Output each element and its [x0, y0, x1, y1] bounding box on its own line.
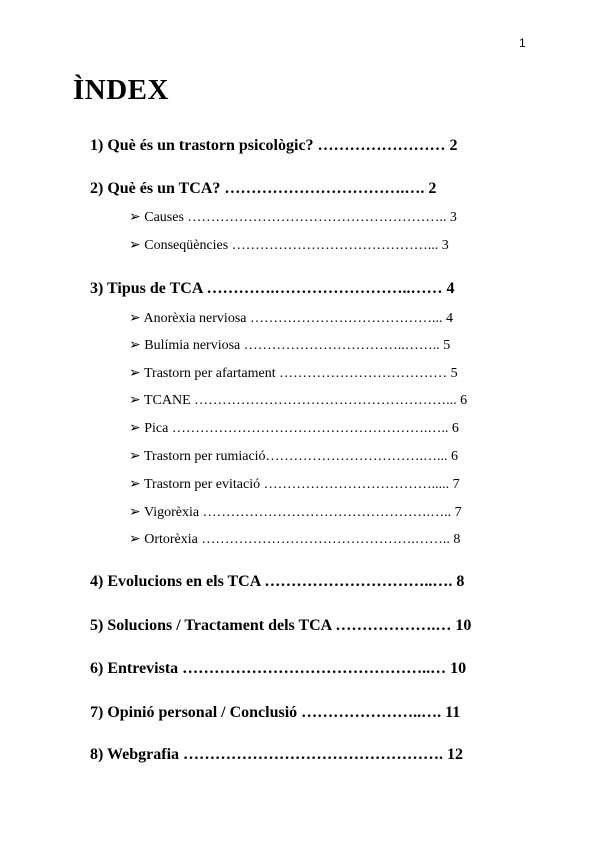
- toc-entry-binge-eating: ➢ Trastorn per afartament ……………………………… 5: [129, 366, 458, 381]
- toc-entry-pica: ➢ Pica ……………………………………………….….. 6: [129, 421, 459, 436]
- toc-entry-bulimia: ➢ Bulímia nerviosa ……………………………..…….. 5: [129, 338, 451, 353]
- toc-entry-what-is-tca: 2) Què és un TCA? …………………………….…. 2: [90, 180, 437, 197]
- toc-entry-webography: 8) Webgrafia …………………………………………. 12: [90, 746, 464, 763]
- page-number: 1: [519, 36, 526, 50]
- toc-entry-avoidance: ➢ Trastorn per evitació ………………………………..... 7: [129, 477, 460, 492]
- toc-entry-solutions: 5) Solucions / Tractament dels TCA ……………….… 10: [90, 617, 472, 634]
- toc-entry-causes: ➢ Causes ……………………………………………….. 3: [129, 210, 457, 225]
- toc-entry-what-is-psychological-disorder: 1) Què és un trastorn psicològic? …………………… 2: [90, 137, 458, 154]
- toc-entry-rumination: ➢ Trastorn per rumiació…………………………….…... 6: [129, 449, 459, 464]
- toc-entry-anorexia: ➢ Anorèxia nerviosa …………………………………... 4: [129, 311, 453, 326]
- toc-entry-interview: 6) Entrevista ………………………………………..… 10: [90, 660, 467, 677]
- toc-entry-tca-types: 3) Tipus de TCA ………….……………………..…… 4: [90, 280, 455, 297]
- toc-entry-evolutions: 4) Evolucions en els TCA …………………………..…. 8: [90, 573, 465, 590]
- toc-entry-orthorexia: ➢ Ortorèxia ……………………………………….…….. 8: [129, 532, 461, 547]
- page-title: ÌNDEX: [73, 74, 169, 106]
- toc-entry-vigorexia: ➢ Vigorèxia ………………………………………….….. 7: [129, 505, 462, 520]
- toc-entry-consequences: ➢ Conseqüències ……………………………………... 3: [129, 238, 449, 253]
- toc-entry-personal-opinion: 7) Opinió personal / Conclusió …………………..…. 11: [90, 704, 461, 721]
- toc-entry-tcane: ➢ TCANE ………………………………………………... 6: [129, 393, 468, 408]
